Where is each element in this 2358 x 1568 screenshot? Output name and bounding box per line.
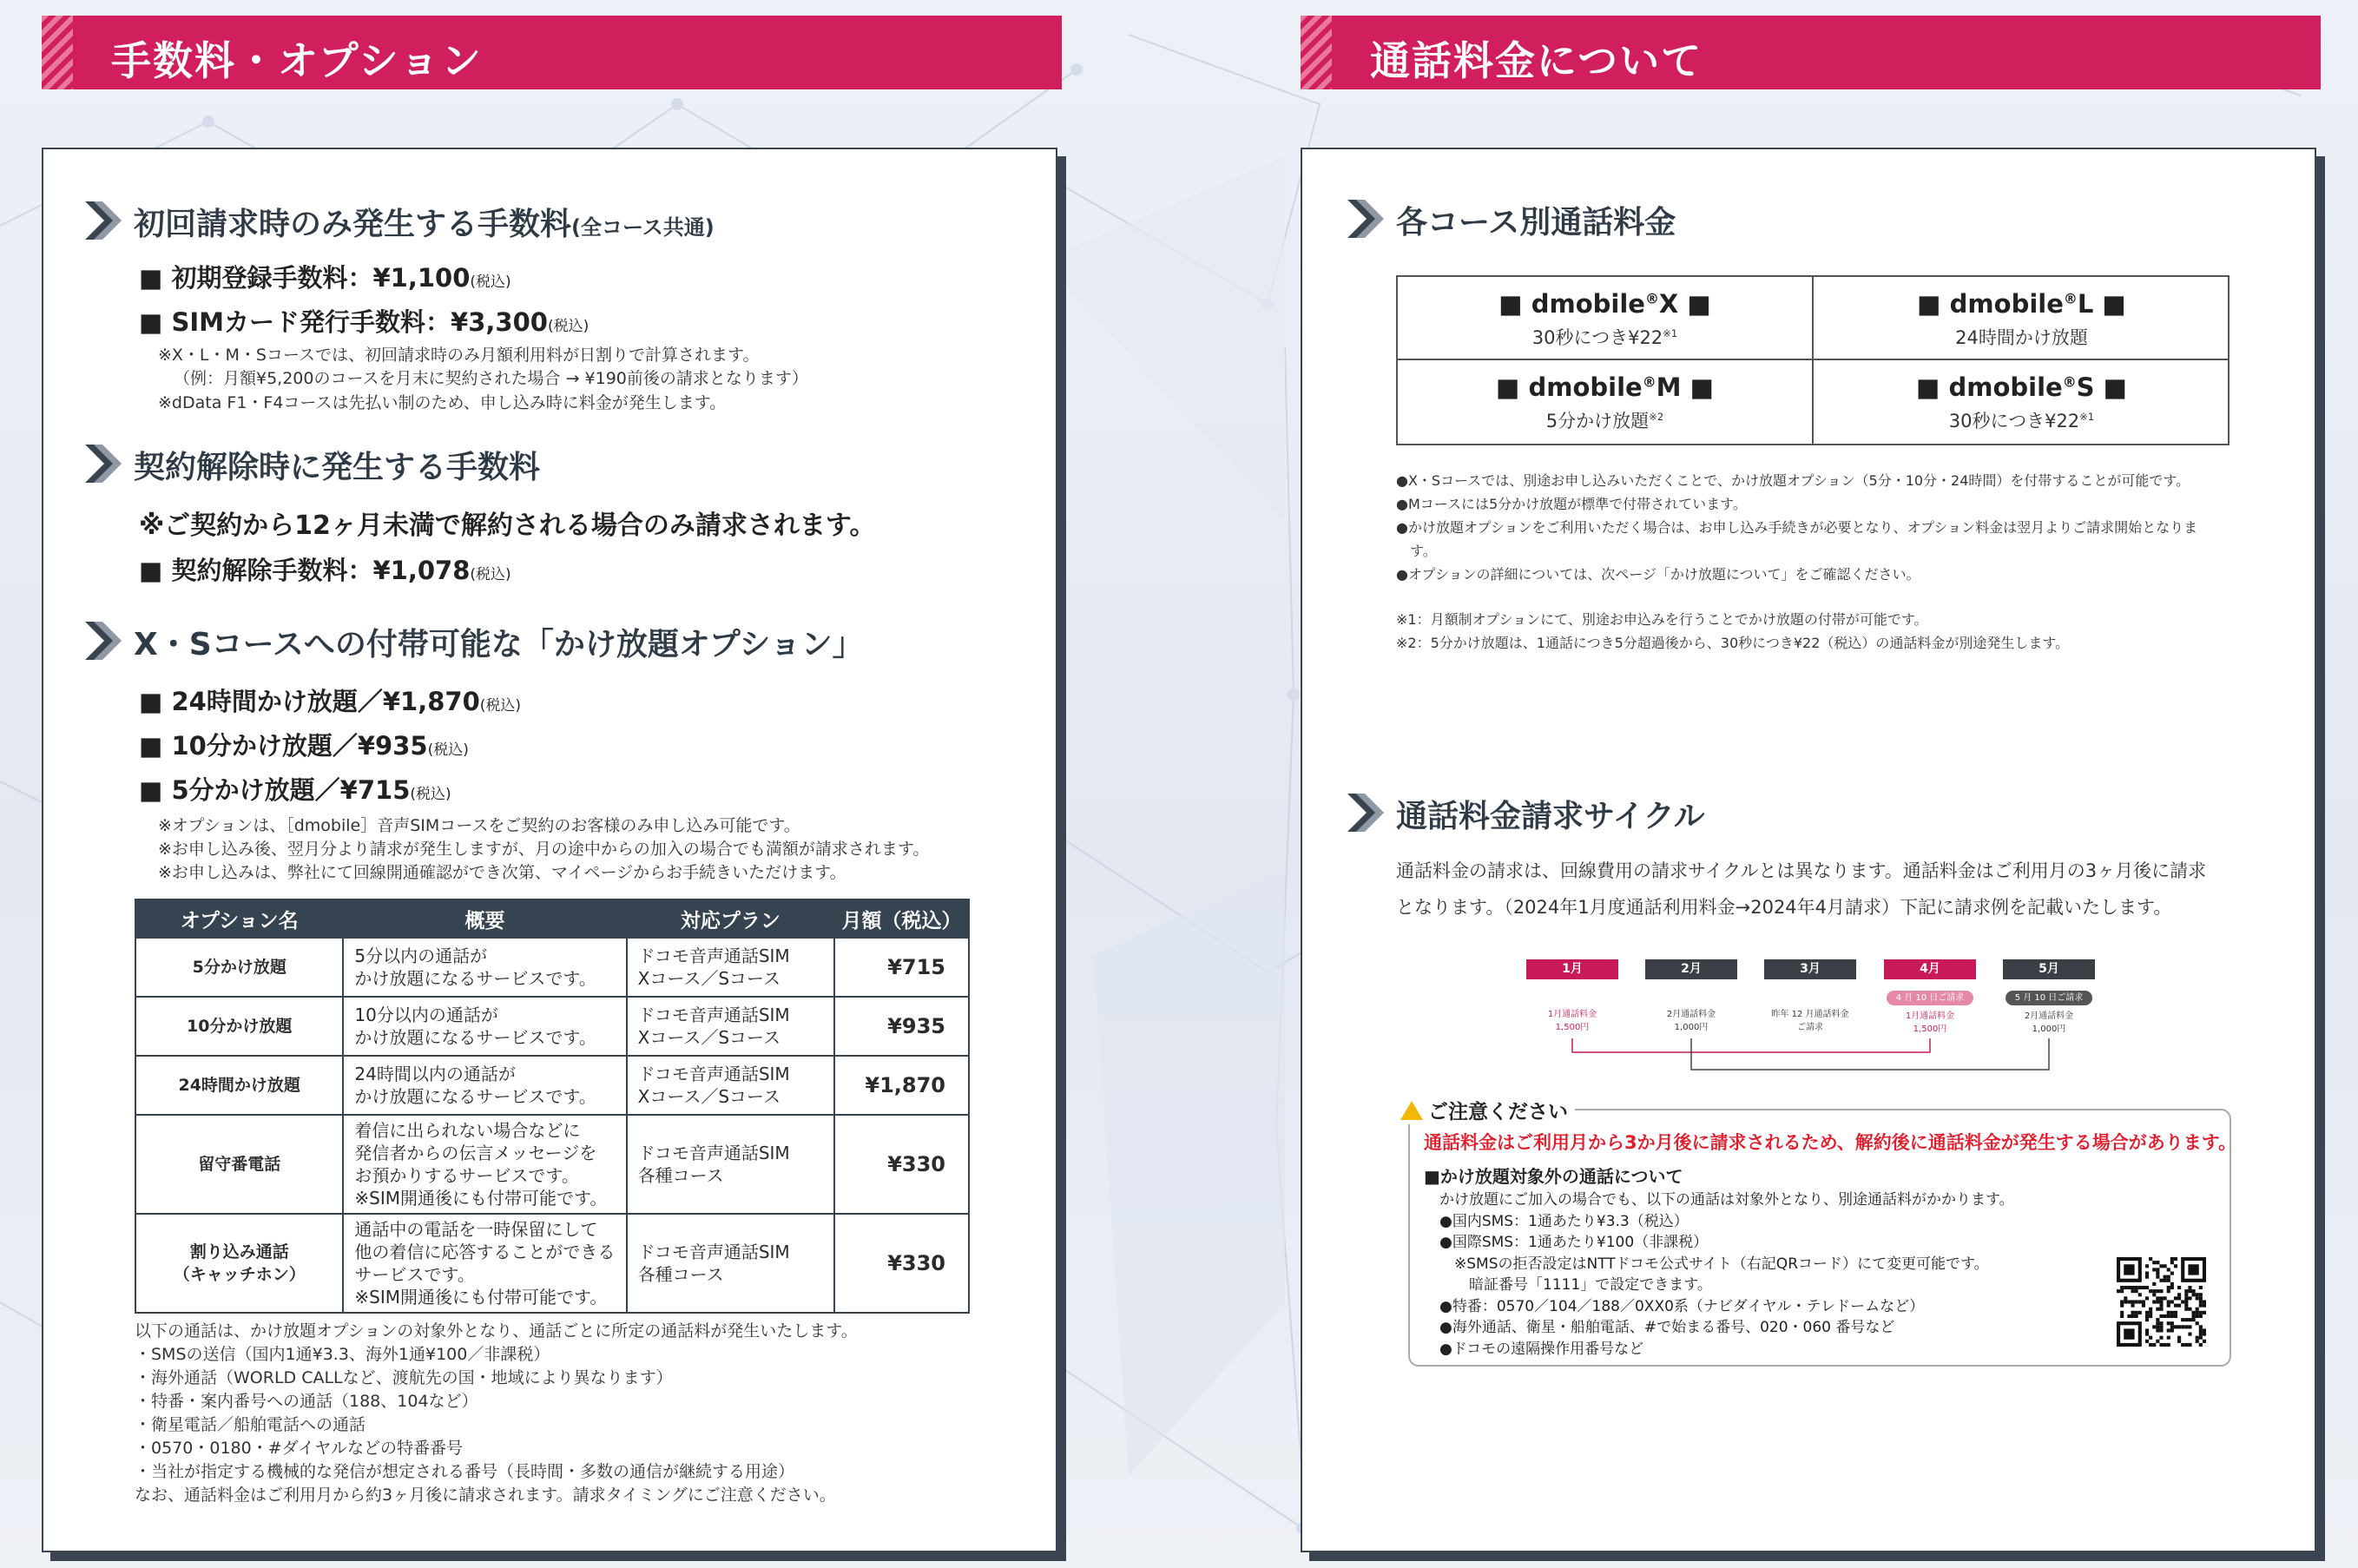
- option-note-3: ※お申し込みは、弊社にて回線開通確認ができ次第、マイページからお手続きいただけます。: [158, 863, 846, 882]
- option-price: ¥330: [834, 1115, 969, 1214]
- warning-icon: [1400, 1101, 1423, 1120]
- option-name: 10分かけ放題: [135, 997, 343, 1056]
- tax-note: (税込): [470, 566, 511, 583]
- header-stripe: [42, 16, 73, 89]
- option-note-1: ※オプションは、［dmobile］音声SIMコースをご契約のお客様のみ申し込み可能です。: [158, 816, 800, 835]
- course-footnotes: ※1：月額制オプションにて、別途お申込みを行うことでかけ放題の付帯が可能です。 ※2：5分かけ放題は、1通話につき5分超過後から、30秒につき¥22（税込）の通話料金が別途発生します。: [1396, 611, 2070, 651]
- chevron-arrow-icon: [85, 445, 125, 483]
- section-title: 各コース別通話料金: [1396, 205, 1676, 240]
- option-desc: 通話中の電話を一時保留にして 他の着信に応答することができる サービスです。 ※SIM開通後にも付帯可能です。: [343, 1214, 626, 1313]
- month-block: 1月: [1526, 959, 1618, 979]
- course-cell-m: ■ dmobile®M ■ 5分かけ放題$^{※2}$: [1398, 360, 1814, 444]
- course-cell-s: ■ dmobile®S ■ 30秒につき¥22$^{※1}$: [1915, 372, 2128, 432]
- option-24h: [139, 682, 521, 718]
- option-label: ■ 10分かけ放題／¥935: [139, 731, 428, 761]
- option-price: ¥330: [834, 1214, 969, 1313]
- fee-initial-registration: [139, 259, 511, 294]
- chevron-arrow-icon: [85, 622, 125, 660]
- option-table: [135, 899, 970, 1314]
- option-desc: 5分以内の通話が かけ放題になるサービスです。: [343, 938, 626, 997]
- option-price: ¥1,870: [834, 1056, 969, 1115]
- month-fee-text: 2月通話料金 1,000円: [1666, 1010, 1716, 1032]
- option-plan: ドコモ音声通話SIM Xコース／Sコース: [627, 1056, 834, 1115]
- table-row: [135, 1056, 969, 1115]
- tax-note: (税込): [470, 273, 511, 291]
- chevron-arrow-icon: [1347, 794, 1387, 832]
- table-header-row: [135, 899, 969, 938]
- qr-code-icon: [2117, 1257, 2206, 1347]
- caution-subhead: ■かけ放題対象外の通話について: [1424, 1166, 1683, 1187]
- fee-cancellation: [139, 551, 511, 587]
- section-title: 通話料金請求サイクル: [1396, 799, 1705, 834]
- chevron-arrow-icon: [85, 201, 125, 240]
- excluded-calls-notes: 以下の通話は、かけ放題オプションの対象外となり、通話ごとに所定の通話料が発生いたします。 ・SMSの送信（国内1通¥3.3、海外1通¥100／非課税） ・海外通話（WORLD CALLなど、渡航先の国・地域により異なります） ・特番・案内番号への通話（188、104など） ・衛星電話／船舶電話への通話 ・0570・0180・#ダイヤルなどの特番番号 ・当社が指定する機械的な発信が想定される番号（長時間・多数の通信が継続する用途） なお、通話料金はご利用月から約3ヶ月後に請求されます。請求タイミングにご注意ください。: [135, 1321, 858, 1505]
- right-header-title: 通話料金について: [1370, 37, 1703, 84]
- table-row: [135, 997, 969, 1056]
- left-header-title: 手数料・オプション: [111, 37, 483, 84]
- fee-note-3: ※dData F1・F4コースは先払い制のため、申し込み時に料金が発生します。: [158, 393, 727, 412]
- option-price: ¥935: [834, 997, 969, 1056]
- tax-note: (税込): [427, 741, 469, 759]
- month-block: 4月: [1884, 959, 1976, 979]
- col-header-plan: 対応プラン: [627, 899, 834, 938]
- right-header-bar: [1301, 16, 2321, 89]
- table-row: [135, 938, 969, 997]
- course-grid: [1396, 275, 2230, 445]
- option-price: ¥715: [834, 938, 969, 997]
- option-plan: ドコモ音声通話SIM Xコース／Sコース: [627, 938, 834, 997]
- month-fee-text: 1月通話料金 1,500円: [1547, 1010, 1597, 1032]
- col-header-name: オプション名: [135, 899, 343, 938]
- month-fee-text: 昨年 12 月通話料金 ご請求: [1771, 1010, 1849, 1032]
- course-notes: ●X・Sコースでは、別途お申し込みいただくことで、かけ放題オプション（5分・10分・24時間）を付帯することが可能です。 ●Mコースには5分かけ放題が標準で付帯されています。 ●かけ放題オプションをご利用いただく場合は、お申し込み手続きが必要となり、オプション料金は翌月よりご請求開始となりま す。 ●オプションの詳細については、次ページ「かけ放題について」をご確認ください。: [1396, 472, 2198, 583]
- month-fee-text: 1月通話料金 1,500円: [1905, 1011, 1955, 1034]
- fee-note-2: （例：月額¥5,200のコースを月末に契約された場合 → ¥190前後の請求となります）: [174, 369, 808, 388]
- col-header-price: 月額（税込）: [834, 899, 969, 938]
- fee-note-1: ※X・L・M・Sコースでは、初回請求時のみ月額利用料が日割りで計算されます。: [158, 346, 760, 365]
- billing-cycle-text: 通話料金の請求は、回線費用の請求サイクルとは異なります。通話料金はご利用月の3ヶ月後に請求 となります。（2024年1月度通話利用料金→2024年4月請求）下記に請求例を記載いたします。: [1396, 860, 2207, 918]
- section-subtitle: (全コース共通): [571, 215, 715, 240]
- option-note-2: ※お申し込み後、翌月分より請求が発生しますが、月の途中からの加入の場合でも満額が請求されます。: [158, 840, 930, 859]
- option-desc: 24時間以内の通話が かけ放題になるサービスです。: [343, 1056, 626, 1115]
- fee-label: ■ SIMカード発行手数料：¥3,300: [139, 307, 548, 337]
- option-name: 5分かけ放題: [135, 938, 343, 997]
- col-header-desc: 概要: [343, 899, 626, 938]
- caution-title-wrap: [1393, 1096, 1575, 1124]
- option-plan: ドコモ音声通話SIM 各種コース: [627, 1115, 834, 1214]
- option-name: 割り込み通話 （キャッチホン）: [135, 1214, 343, 1313]
- tax-note: (税込): [547, 318, 590, 335]
- option-name: 留守番電話: [135, 1115, 343, 1214]
- month-fee-text: 2月通話料金 1,000円: [2024, 1011, 2074, 1034]
- fee-label: ■ 初期登録手数料：¥1,100: [139, 263, 471, 293]
- table-row: [135, 1214, 969, 1313]
- header-stripe: [1301, 16, 1332, 89]
- option-5min: [139, 771, 451, 807]
- section-title: X・Sコースへの付帯可能な「かけ放題オプション」: [134, 627, 864, 662]
- left-header-bar: [42, 16, 1062, 89]
- course-cell-l: ■ dmobile®L ■ 24時間かけ放題: [1814, 277, 2230, 360]
- caution-warning: 通話料金はご利用月から3か月後に請求されるため、解約後に通話料金が発生する場合があります。: [1424, 1132, 2237, 1153]
- caution-title: ご注意ください: [1428, 1101, 1568, 1123]
- billing-date-pill: 4 月 10 日ご請求: [1887, 991, 1973, 1005]
- billing-date-pill: 5 月 10 日ご請求: [2006, 991, 2092, 1005]
- course-cell-x: ■ dmobile®X ■ 30秒につき¥22$^{※1}$: [1398, 277, 1814, 360]
- caution-lines: かけ放題にご加入の場合でも、以下の通話は対象外となり、別途通話料がかかります。 ●国内SMS：1通あたり¥3.3（税込） ●国際SMS：1通あたり¥100（非課税） ※SMSの拒否設定はNTTドコモ公式サイト（右記QRコード）にて変更可能です。 暗証番号「1111」で設定できます。 ●特番：0570／104／188／0XX0系（ナビダイヤル・テレドームなど） ●海外通話、衛星・船舶電話、#で始まる番号、020・060 番号など ●ドコモの遠隔操作用番号など: [1439, 1191, 2014, 1358]
- option-desc: 着信に出られない場合などに 発信者からの伝言メッセージを お預かりするサービスです。 ※SIM開通後にも付帯可能です。: [343, 1115, 626, 1214]
- fee-label: ■ 契約解除手数料：¥1,078: [139, 556, 471, 585]
- option-desc: 10分以内の通話が かけ放題になるサービスです。: [343, 997, 626, 1056]
- tax-note: (税込): [479, 697, 522, 715]
- cancel-condition-note: ※ご契約から12ヶ月未満で解約される場合のみ請求されます。: [139, 511, 876, 541]
- option-plan: ドコモ音声通話SIM Xコース／Sコース: [627, 997, 834, 1056]
- month-block: 2月: [1645, 959, 1737, 979]
- section-title: 契約解除時に発生する手数料: [134, 450, 541, 485]
- chevron-arrow-icon: [1347, 200, 1387, 238]
- option-10min: [139, 727, 469, 762]
- tax-note: (税込): [410, 786, 451, 803]
- option-label: ■ 24時間かけ放題／¥1,870: [139, 687, 480, 716]
- option-label: ■ 5分かけ放題／¥715: [139, 775, 411, 805]
- option-name: 24時間かけ放題: [135, 1056, 343, 1115]
- month-block: 3月: [1764, 959, 1856, 979]
- fee-sim-card: [139, 303, 589, 339]
- option-plan: ドコモ音声通話SIM 各種コース: [627, 1214, 834, 1313]
- table-row: [135, 1115, 969, 1214]
- section-title: 初回請求時のみ発生する手数料: [134, 207, 572, 242]
- month-block: 5月: [2003, 959, 2095, 979]
